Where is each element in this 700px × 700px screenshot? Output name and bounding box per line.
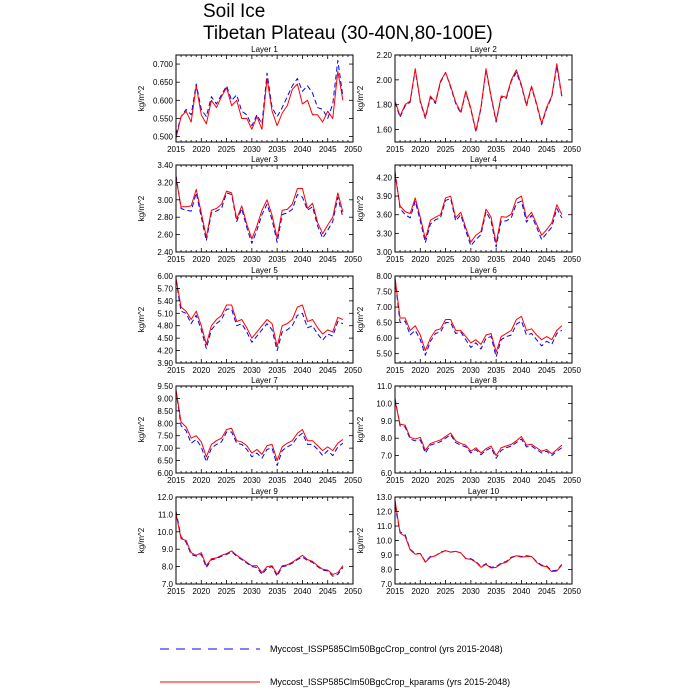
x-tick-label: 2030	[461, 145, 480, 154]
x-tick-label: 2020	[192, 255, 211, 264]
x-tick-label: 2025	[436, 476, 455, 485]
panel-title: Layer 9	[251, 487, 278, 496]
x-tick-label: 2030	[242, 255, 261, 264]
x-tick-label: 2045	[318, 476, 337, 485]
x-tick-label: 2030	[461, 366, 480, 375]
x-tick-label: 2025	[217, 366, 236, 375]
plot-frame	[176, 386, 353, 473]
y-tick-label: 7.50	[376, 287, 392, 297]
series-control-line	[395, 171, 562, 247]
x-tick-label: 2040	[512, 366, 531, 375]
y-axis-label: kg/m^2	[356, 85, 365, 112]
y-tick-label: 0.550	[152, 114, 173, 124]
y-tick-label: 11.0	[377, 522, 392, 531]
x-tick-label: 2035	[487, 587, 506, 596]
x-tick-label: 2035	[487, 476, 506, 485]
x-tick-label: 2040	[512, 145, 531, 154]
x-tick-label: 2015	[386, 587, 404, 596]
y-tick-label: 2.40	[157, 248, 173, 257]
y-tick-label: 8.0	[161, 562, 173, 572]
x-tick-label: 2040	[512, 587, 531, 596]
y-tick-label: 3.40	[157, 161, 173, 170]
x-tick-label: 2020	[411, 255, 430, 264]
x-tick-label: 2040	[293, 255, 312, 264]
y-tick-label: 3.60	[376, 210, 392, 220]
y-tick-label: 9.0	[380, 416, 392, 426]
y-axis-label: kg/m^2	[356, 527, 365, 554]
series-kparams-line	[395, 500, 562, 572]
x-tick-label: 2050	[344, 366, 362, 375]
series-control-line	[395, 279, 562, 357]
x-tick-label: 2035	[268, 366, 287, 375]
y-tick-label: 4.20	[376, 173, 392, 183]
y-tick-label: 3.00	[376, 248, 392, 257]
y-tick-label: 3.30	[376, 229, 392, 239]
y-tick-label: 3.00	[157, 195, 173, 205]
y-tick-label: 7.0	[380, 451, 392, 461]
x-tick-label: 2015	[386, 255, 404, 264]
x-tick-label: 2050	[563, 476, 581, 485]
y-tick-label: 5.40	[157, 296, 173, 306]
panel-layer-8	[356, 376, 581, 485]
plot-frame	[176, 276, 353, 363]
y-tick-label: 6.50	[157, 456, 173, 466]
x-tick-label: 2015	[167, 255, 185, 264]
y-tick-label: 4.20	[157, 346, 173, 356]
x-tick-label: 2035	[487, 366, 506, 375]
x-tick-label: 2045	[537, 366, 556, 375]
panel-title: Layer 7	[251, 376, 278, 385]
panel-title: Layer 2	[470, 45, 497, 54]
y-tick-label: 2.00	[376, 75, 392, 85]
plot-frame	[176, 165, 353, 252]
y-tick-label: 2.80	[157, 213, 173, 223]
y-tick-label: 2.20	[376, 51, 392, 60]
x-tick-label: 2015	[386, 476, 404, 485]
x-tick-label: 2030	[242, 145, 261, 154]
panel-title: Layer 1	[251, 45, 278, 54]
y-tick-label: 11.0	[377, 382, 392, 391]
x-tick-label: 2020	[192, 145, 211, 154]
y-tick-label: 9.50	[157, 382, 173, 391]
y-tick-label: 1.60	[376, 125, 392, 135]
x-tick-label: 2045	[537, 476, 556, 485]
x-tick-label: 2025	[436, 366, 455, 375]
y-tick-label: 7.0	[161, 580, 173, 589]
x-tick-label: 2050	[563, 366, 581, 375]
x-tick-label: 2040	[512, 476, 531, 485]
plot-frame	[395, 55, 572, 142]
x-tick-label: 2030	[461, 587, 480, 596]
x-tick-label: 2045	[318, 366, 337, 375]
y-tick-label: 8.0	[380, 434, 392, 444]
y-tick-label: 4.80	[157, 321, 173, 331]
x-tick-label: 2035	[487, 145, 506, 154]
y-tick-label: 7.00	[376, 303, 392, 313]
y-axis-label: kg/m^2	[356, 195, 365, 222]
panel-layer-7	[137, 376, 362, 485]
legend-label-control: Myccost_ISSP585Clm50BgcCrop_control (yrs 2015-2048)	[270, 644, 503, 654]
y-tick-label: 6.50	[376, 318, 392, 328]
x-tick-label: 2040	[293, 476, 312, 485]
panel-layer-10	[356, 487, 581, 596]
y-tick-label: 6.00	[376, 334, 392, 344]
x-tick-label: 2025	[217, 587, 236, 596]
series-kparams-line	[395, 174, 562, 243]
legend-label-kparams: Myccost_ISSP585Clm50BgcCrop_kparams (yrs 2015-2048)	[270, 677, 511, 687]
y-tick-label: 0.650	[152, 78, 173, 88]
plot-frame	[395, 165, 572, 252]
y-tick-label: 8.00	[157, 419, 173, 429]
series-control-line	[176, 280, 343, 350]
panel-title: Layer 3	[251, 155, 278, 164]
y-tick-label: 3.20	[157, 178, 173, 188]
series-kparams-line	[395, 401, 562, 456]
y-tick-label: 5.10	[157, 309, 173, 319]
x-tick-label: 2045	[537, 255, 556, 264]
x-tick-label: 2025	[436, 255, 455, 264]
series-kparams-line	[395, 64, 562, 131]
x-tick-label: 2015	[386, 366, 404, 375]
x-tick-label: 2030	[242, 366, 261, 375]
x-tick-label: 2045	[318, 145, 337, 154]
y-tick-label: 7.00	[157, 444, 173, 454]
y-tick-label: 0.500	[152, 132, 173, 142]
x-tick-label: 2020	[411, 366, 430, 375]
x-tick-label: 2050	[344, 255, 362, 264]
x-tick-label: 2040	[293, 587, 312, 596]
panel-title: Layer 4	[470, 155, 497, 164]
y-tick-label: 9.00	[157, 394, 173, 404]
y-tick-label: 0.700	[152, 60, 173, 70]
y-axis-label: kg/m^2	[356, 306, 365, 333]
x-tick-label: 2045	[318, 587, 337, 596]
x-tick-label: 2015	[386, 145, 404, 154]
panel-layer-1	[137, 45, 362, 154]
panel-title: Layer 5	[251, 266, 278, 275]
x-tick-label: 2025	[436, 587, 455, 596]
series-control-line	[395, 398, 562, 458]
series-kparams-line	[176, 514, 343, 575]
panel-layer-3	[137, 155, 362, 264]
x-tick-label: 2050	[563, 255, 581, 264]
x-tick-label: 2035	[268, 476, 287, 485]
x-tick-label: 2030	[242, 587, 261, 596]
y-tick-label: 10.0	[376, 399, 392, 409]
x-tick-label: 2025	[217, 145, 236, 154]
x-tick-label: 2035	[268, 587, 287, 596]
y-tick-label: 3.90	[376, 192, 392, 202]
panel-title: Layer 10	[467, 487, 500, 496]
plot-frame	[395, 276, 572, 363]
x-tick-label: 2045	[537, 587, 556, 596]
x-tick-label: 2040	[293, 145, 312, 154]
series-control-line	[395, 506, 562, 571]
y-axis-label: kg/m^2	[137, 416, 146, 443]
plot-frame	[395, 497, 572, 584]
y-tick-label: 9.0	[380, 551, 392, 560]
x-tick-label: 2050	[563, 587, 581, 596]
x-tick-label: 2020	[411, 587, 430, 596]
panel-title: Layer 8	[470, 376, 497, 385]
panel-layer-4	[356, 155, 581, 264]
y-tick-label: 1.80	[376, 100, 392, 110]
x-tick-label: 2030	[461, 255, 480, 264]
figure-title-line1: Soil Ice	[203, 1, 266, 22]
y-tick-label: 7.50	[157, 431, 173, 441]
y-tick-label: 5.50	[376, 349, 392, 359]
x-tick-label: 2015	[167, 476, 185, 485]
x-tick-label: 2045	[537, 145, 556, 154]
x-tick-label: 2020	[192, 366, 211, 375]
y-axis-label: kg/m^2	[137, 306, 146, 333]
series-kparams-line	[395, 278, 562, 353]
y-tick-label: 8.0	[380, 565, 392, 575]
x-tick-label: 2020	[192, 476, 211, 485]
x-tick-label: 2035	[487, 255, 506, 264]
y-tick-label: 6.00	[157, 469, 173, 478]
x-tick-label: 2035	[268, 145, 287, 154]
y-tick-label: 13.0	[376, 493, 392, 502]
y-tick-label: 7.0	[380, 580, 392, 589]
y-tick-label: 2.60	[157, 230, 173, 240]
x-tick-label: 2025	[217, 476, 236, 485]
x-tick-label: 2020	[411, 145, 430, 154]
y-axis-label: kg/m^2	[137, 195, 146, 222]
x-tick-label: 2015	[167, 145, 185, 154]
y-axis-label: kg/m^2	[137, 85, 146, 112]
x-tick-label: 2040	[293, 366, 312, 375]
x-tick-label: 2020	[192, 587, 211, 596]
y-tick-label: 0.600	[152, 96, 173, 106]
plot-frame	[395, 386, 572, 473]
y-tick-label: 10.0	[376, 536, 392, 546]
x-tick-label: 2015	[167, 587, 185, 596]
panel-layer-5	[137, 266, 362, 375]
x-tick-label: 2015	[167, 366, 185, 375]
y-tick-label: 3.90	[157, 359, 173, 368]
panel-title: Layer 6	[470, 266, 497, 275]
y-tick-label: 12.0	[157, 493, 173, 502]
y-tick-label: 5.70	[157, 284, 173, 294]
x-tick-label: 2020	[411, 476, 430, 485]
x-tick-label: 2050	[344, 145, 362, 154]
y-tick-label: 10.0	[157, 527, 173, 537]
y-tick-label: 8.50	[157, 406, 173, 416]
y-tick-label: 4.50	[157, 334, 173, 344]
series-kparams-line	[176, 390, 343, 461]
x-tick-label: 2025	[217, 255, 236, 264]
y-tick-label: 6.0	[380, 469, 392, 478]
series-kparams-line	[176, 178, 343, 239]
x-tick-label: 2025	[436, 145, 455, 154]
x-tick-label: 2035	[268, 255, 287, 264]
x-tick-label: 2050	[563, 145, 581, 154]
x-tick-label: 2030	[242, 476, 261, 485]
y-tick-label: 8.00	[376, 272, 392, 281]
x-tick-label: 2040	[512, 255, 531, 264]
series-control-line	[176, 391, 343, 466]
y-tick-label: 9.0	[161, 545, 173, 555]
y-tick-label: 6.00	[157, 272, 173, 281]
y-tick-label: 11.0	[158, 510, 173, 520]
y-tick-label: 12.0	[376, 507, 392, 517]
series-kparams-line	[176, 71, 343, 138]
figure-title-line2: Tibetan Plateau (30-40N,80-100E)	[203, 23, 493, 44]
series-kparams-line	[176, 278, 343, 346]
y-axis-label: kg/m^2	[356, 416, 365, 443]
panel-layer-2	[356, 45, 581, 154]
panel-layer-9	[137, 487, 362, 596]
x-tick-label: 2045	[318, 255, 337, 264]
x-tick-label: 2050	[344, 587, 362, 596]
panel-layer-6	[356, 266, 581, 375]
x-tick-label: 2030	[461, 476, 480, 485]
y-axis-label: kg/m^2	[137, 527, 146, 554]
x-tick-label: 2050	[344, 476, 362, 485]
